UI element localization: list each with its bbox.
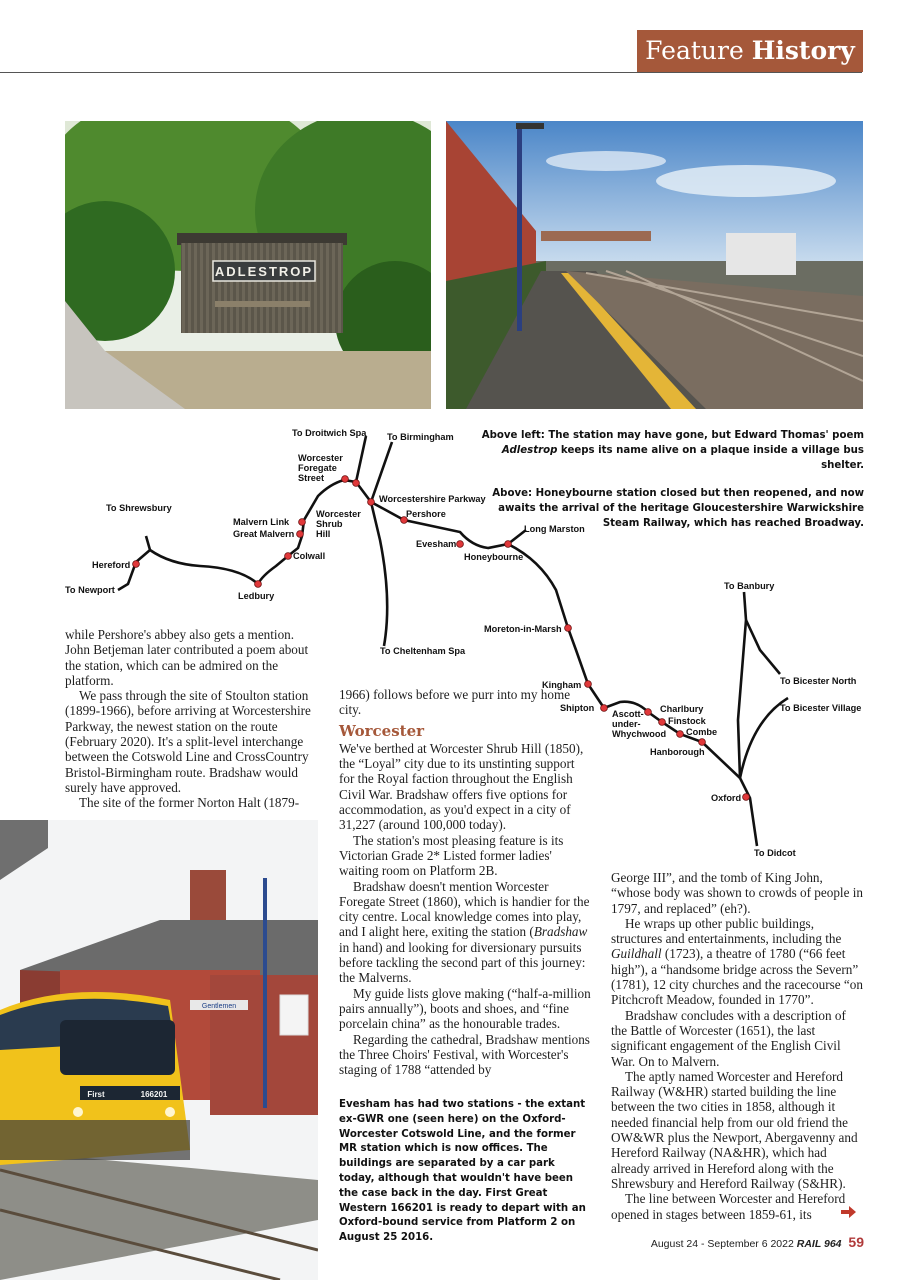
map-label: Worcestershire Parkway xyxy=(379,494,486,504)
paragraph xyxy=(611,916,863,1008)
map-label: Long Marston xyxy=(524,524,585,534)
paragraph: We've berthed at Worcester Shrub Hill (1850), the “Loyal” city due to its unstinting support for the Royal faction throughout the English Civil War. Bradshaw offers five options for accommodation, as you'd expect in a city of 31,227 (around 100,000 today). xyxy=(339,740,584,833)
paragraph: The line between Worcester and Hereford opened in stages between 1859-61, its xyxy=(611,1191,846,1222)
map-label: To Bicester North xyxy=(780,676,857,686)
footer-dates: August 24 - September 6 2022 xyxy=(650,1238,794,1250)
caption-text: keeps its name alive on a plaque inside a village bus shelter. xyxy=(557,444,864,471)
caption-honeybourne: Above: Honeybourne station closed but then reopened, and now awaits the arrival of the heritage Gloucestershire Warwickshire Steam Railway, which has reached Broadway. xyxy=(492,488,864,529)
paragraph: 1966) follows before we purr into my home city. xyxy=(339,687,571,718)
map-label: under- xyxy=(612,719,641,729)
page-footer xyxy=(651,1234,864,1250)
text-run-italic: Bradshaw xyxy=(533,924,588,940)
header-rule xyxy=(0,72,862,73)
continue-arrow-icon xyxy=(841,1206,857,1218)
train-brand: First xyxy=(87,1090,105,1099)
adlestrop-sign: ADLESTROP xyxy=(214,264,314,279)
caption-poem-title: Adlestrop xyxy=(501,444,558,456)
evesham-photo xyxy=(0,820,318,1280)
column-1 xyxy=(65,627,317,811)
map-label: Ascott- xyxy=(612,709,644,719)
paragraph: Regarding the cathedral, Bradshaw mentions the Three Choirs' Festival, with Worcester's staging of 1788 “attended by xyxy=(339,1031,590,1078)
footer-magazine: RAIL 964 xyxy=(796,1238,842,1250)
map-label: Finstock xyxy=(668,716,706,726)
map-label: Hanborough xyxy=(650,747,705,757)
map-label: Whychwood xyxy=(612,729,667,739)
map-label: Combe xyxy=(686,727,718,737)
section-label: Feature xyxy=(645,36,744,65)
map-label: Foregate xyxy=(298,463,337,473)
text-run: (1723), a theatre of 1780 (“66 feet high”), a “handsome bridge across the Severn” (1781), 12 city churches and the racecourse “on Pitchcroft Meadow, founded in 1770”. xyxy=(611,946,863,1008)
section-heading: Worcester xyxy=(339,721,425,740)
map-label: Colwall xyxy=(293,551,326,561)
column-3 xyxy=(611,870,863,1222)
map-label: Kingham xyxy=(542,680,582,690)
platform-sign: Gentlemen xyxy=(201,1003,237,1010)
map-label: Oxford xyxy=(711,793,742,803)
map-label: Shrub xyxy=(316,519,343,529)
map-label: Great Malvern xyxy=(233,529,295,539)
paragraph: We pass through the site of Stoulton station (1899-1966), before arriving at Worcestershire Parkway, the newest station on the route (February 2020). It's a split-level interchange between the Cotswold Line and CrossCountry Bristol-Birmingham route. Bradshaw would surely have approved. xyxy=(65,688,311,795)
caption-top-right xyxy=(470,429,864,532)
map-label: To Didcot xyxy=(754,848,796,858)
map-label: To Droitwich Spa xyxy=(292,428,367,438)
map-label: Malvern Link xyxy=(233,517,290,527)
paragraph: The station's most pleasing feature is its Victorian Grade 2* Listed former ladies' waiting room on Platform 2B. xyxy=(339,832,564,879)
paragraph: My guide lists glove making (“half-a-million pairs annually”), boots and shoes, and “fine porcelain china” as the honourable trades. xyxy=(339,985,591,1032)
map-label: Hill xyxy=(316,529,331,539)
paragraph: while Pershore's abbey also gets a mention. John Betjeman later contributed a poem about the station, which can be admired on the platform. xyxy=(65,627,309,688)
section-topic: History xyxy=(751,36,855,65)
map-label: To Cheltenham Spa xyxy=(380,646,466,656)
adlestrop-photo xyxy=(65,121,431,409)
map-label: Street xyxy=(298,473,325,483)
map-label: Ledbury xyxy=(238,591,275,601)
map-label: Evesham xyxy=(416,539,457,549)
caption-text: Above left: The station may have gone, but Edward Thomas' poem xyxy=(481,430,864,441)
paragraph xyxy=(339,879,591,986)
map-label: Hereford xyxy=(92,560,131,570)
map-label: To Shrewsbury xyxy=(106,503,172,513)
map-label: Honeybourne xyxy=(464,552,524,562)
text-run: in hand) and looking for diversionary pursuits before tackling the second part of this journey: the Malverns. xyxy=(339,939,586,986)
map-label: Pershore xyxy=(406,509,446,519)
caption-adlestrop xyxy=(470,429,864,473)
map-label: To Bicester Village xyxy=(780,703,862,713)
column-2 xyxy=(339,687,591,1077)
map-label: To Newport xyxy=(65,585,115,595)
page-number: 59 xyxy=(848,1234,864,1250)
map-label: To Birmingham xyxy=(387,432,454,442)
paragraph: The site of the former Norton Halt (1879- xyxy=(79,795,300,811)
honeybourne-photo xyxy=(446,121,863,409)
paragraph: Bradshaw concludes with a description of the Battle of Worcester (1651), the last significant engagement of the English Civil War. On to Malvern. xyxy=(611,1007,846,1069)
caption-evesham: Evesham has had two stations - the extant ex-GWR one (seen here) on the Oxford-Worcester Cotswold Line, and the former MR station which is now offices. The buildings are separated by a car park today, although that wouldn't have been the case back in the day. First Great Western 166201 is ready to depart with an Oxford-bound service from Platform 2 on August 25 2016. xyxy=(339,1099,586,1244)
map-label: Worcester xyxy=(298,453,343,463)
paragraph: The aptly named Worcester and Hereford Railway (W&HR) started building the line between the two cities in 1858, although it needed financial help from our old friend the OW&WR plus the Newport, Abergavenny and Hereford Railway (NA&HR), which had already arrived in Hereford along with the Shrewsbury and Hereford Railway (S&HR). xyxy=(611,1068,858,1191)
train-number: 166201 xyxy=(140,1090,168,1099)
text-run: Bradshaw doesn't mention Worcester Foregate Street (1860), which is handier for the city centre. Local knowledge comes into play, and I alight here, exiting the station ( xyxy=(339,878,590,940)
map-label: To Banbury xyxy=(724,581,775,591)
map-label: Shipton xyxy=(560,703,595,713)
text-run-italic: Guildhall xyxy=(611,946,662,962)
text-run: He wraps up other public buildings, structures and entertainments, including the xyxy=(611,915,842,947)
map-label: Moreton-in-Marsh xyxy=(484,624,562,634)
map-label: Charlbury xyxy=(660,704,704,714)
section-banner xyxy=(637,30,863,72)
map-label: Worcester xyxy=(316,509,361,519)
paragraph: George III”, and the tomb of King John, “whose body was shown to crowds of people in 1797, and replaced” (eh?). xyxy=(611,870,863,916)
